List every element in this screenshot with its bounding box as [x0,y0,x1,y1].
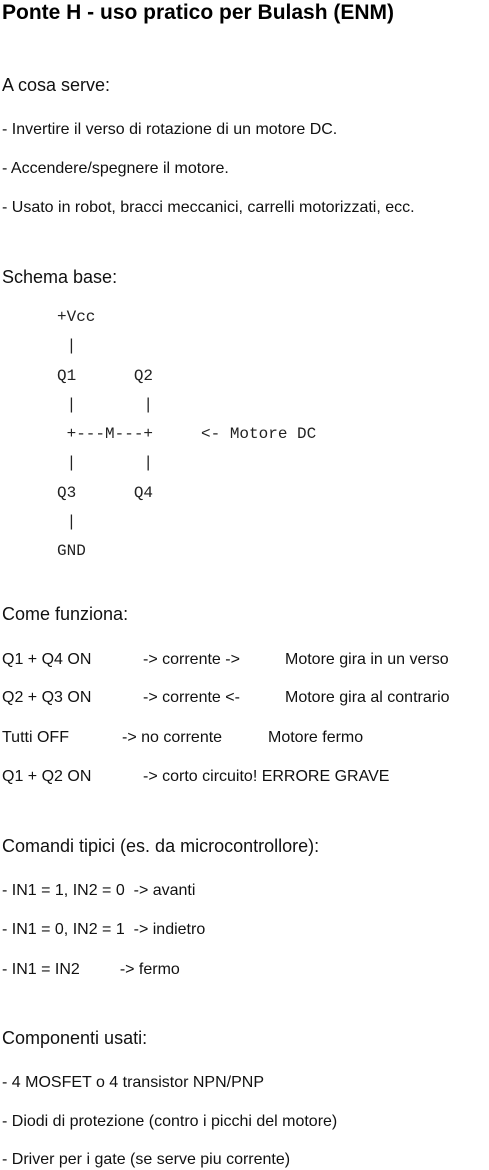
purpose-item: - Accendere/spegnere il motore. [2,160,229,177]
schema-line: | [57,513,77,531]
components-heading: Componenti usati: [2,1028,148,1048]
schema-heading: Schema base: [2,267,118,287]
operation-combo: Q2 + Q3 ON [2,689,92,706]
schema-line: GND [57,542,86,560]
operation-flow: -> corto circuito! ERRORE GRAVE [143,768,390,785]
operation-combo: Q1 + Q2 ON [2,768,92,785]
commands-heading: Comandi tipici (es. da microcontrollore): [2,836,320,856]
purpose-item: - Usato in robot, bracci meccanici, carrelli motorizzati, ecc. [2,199,415,216]
schema-line: Q3 Q4 [57,484,154,502]
command-item: - IN1 = 0, IN2 = 1 -> indietro [2,921,206,938]
schema-line: +---M---+ <- Motore DC [57,425,317,443]
command-item: - IN1 = IN2 -> fermo [2,961,180,978]
component-item: - 4 MOSFET o 4 transistor NPN/PNP [2,1074,264,1091]
page-title: Ponte H - uso pratico per Bulash (ENM) [2,1,395,24]
operation-combo: Tutti OFF [2,729,69,746]
operation-flow: -> corrente <- [143,689,240,706]
operation-flow: -> no corrente [122,729,223,746]
purpose-heading: A cosa serve: [2,75,111,95]
operation-result: Motore gira in un verso [285,651,449,668]
operation-heading: Come funziona: [2,604,129,624]
schema-line: | | [57,396,154,414]
operation-result: Motore gira al contrario [285,689,450,706]
component-item: - Driver per i gate (se serve piu corrente) [2,1151,291,1168]
component-item: - Diodi di protezione (contro i picchi del motore) [2,1113,338,1130]
schema-line: | [57,337,77,355]
command-item: - IN1 = 1, IN2 = 0 -> avanti [2,882,196,899]
operation-combo: Q1 + Q4 ON [2,651,92,668]
schema-line: | | [57,454,154,472]
schema-line: Q1 Q2 [57,367,154,385]
purpose-item: - Invertire il verso di rotazione di un motore DC. [2,121,338,138]
schema-line: +Vcc [57,308,96,326]
operation-flow: -> corrente -> [143,651,240,668]
operation-result: Motore fermo [268,729,364,746]
